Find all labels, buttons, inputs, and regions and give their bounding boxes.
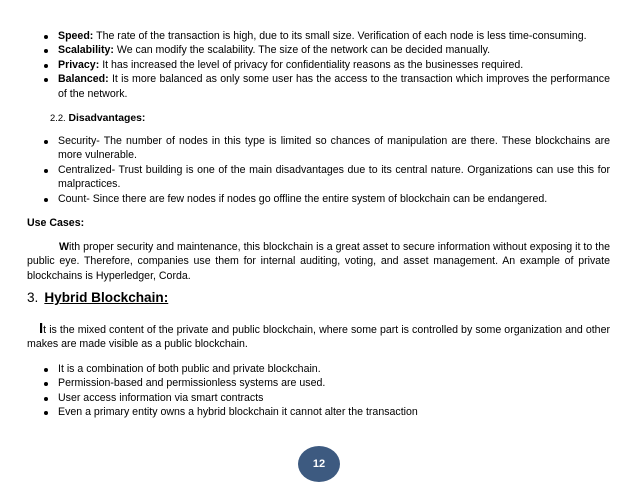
item-text: We can modify the scalability. The size of the network can be decided manually. — [116, 44, 491, 57]
list-item — [42, 43, 610, 57]
section-number: 2.2. — [50, 112, 66, 123]
list-item — [42, 29, 610, 43]
section-title: Disadvantages: — [68, 113, 146, 124]
list-item — [42, 362, 610, 376]
list-item — [42, 163, 610, 192]
list-item — [42, 58, 610, 72]
item-text: Even a primary entity owns a hybrid blockchain it cannot alter the transaction — [58, 406, 418, 419]
bullet-icon — [44, 140, 48, 144]
list-item — [42, 405, 610, 419]
item-term: Scalability: — [58, 44, 114, 57]
bullet-icon — [44, 169, 48, 173]
bullet-icon — [44, 198, 48, 202]
item-text: It has increased the level of privacy for confidentiality reasons as the businesses required. — [102, 58, 524, 71]
item-term: Speed: — [58, 30, 94, 42]
bullet-icon — [44, 49, 48, 53]
bullet-icon — [44, 64, 48, 68]
paragraph-text: ith proper security and maintenance, this blockchain is a great asset to secure information without exposing it to the public eye. Therefore, companies use them for internal auditing, voting, and asset management. An example of private blockchains is Hyperledger, Corda. — [27, 241, 610, 282]
item-text: It is a combination of both public and private blockchain. — [58, 363, 321, 375]
item-text: Permission-based and permissionless systems are used. — [58, 377, 326, 390]
paragraph-text: t is the mixed content of the private and public blockchain, where some part is controlled by some organization and other makes are made visible as a public blockchain. — [27, 324, 610, 351]
list-item — [42, 391, 610, 405]
disadvantages-list — [42, 134, 610, 206]
item-text: The rate of the transaction is high, due to its small size. Verification of each node is less time-consuming. — [96, 30, 587, 42]
disadvantages-heading — [50, 111, 145, 126]
bullet-icon — [44, 78, 48, 82]
item-text: Centralized- Trust building is one of the main disadvantages due to its central nature. Organizations can use this for malpractices. — [58, 163, 610, 191]
use-cases-heading: Use Cases: — [27, 217, 85, 229]
page-number-badge: 12 — [298, 446, 340, 482]
list-item — [42, 192, 610, 206]
item-text: Security- The number of nodes in this type is limited so chances of manipulation are there. These blockchains are more vulnerable. — [58, 135, 610, 162]
drop-cap: I — [39, 320, 44, 337]
bullet-icon — [44, 397, 48, 401]
advantages-list — [42, 29, 610, 101]
hybrid-heading — [27, 290, 168, 306]
drop-cap: W — [59, 241, 69, 253]
section-number: 3. — [27, 290, 39, 305]
hybrid-paragraph — [27, 322, 610, 352]
section-title: Hybrid Blockchain: — [44, 290, 169, 305]
bullet-icon — [44, 411, 48, 415]
bullet-icon — [44, 35, 48, 39]
use-cases-paragraph — [27, 240, 610, 283]
hybrid-list — [42, 362, 610, 420]
bullet-icon — [44, 382, 48, 386]
item-text: User access information via smart contracts — [58, 391, 264, 404]
item-text: Count- Since there are few nodes if nodes go offline the entire system of blockchain can be endangered. — [58, 192, 548, 205]
item-term: Privacy: — [58, 58, 100, 71]
list-item — [42, 376, 610, 390]
bullet-icon — [44, 368, 48, 372]
list-item — [42, 134, 610, 163]
item-text: It is more balanced as only some user has the access to the transaction which improves the performance of the network. — [58, 73, 610, 100]
item-term: Balanced: — [58, 73, 109, 86]
list-item — [42, 72, 610, 101]
